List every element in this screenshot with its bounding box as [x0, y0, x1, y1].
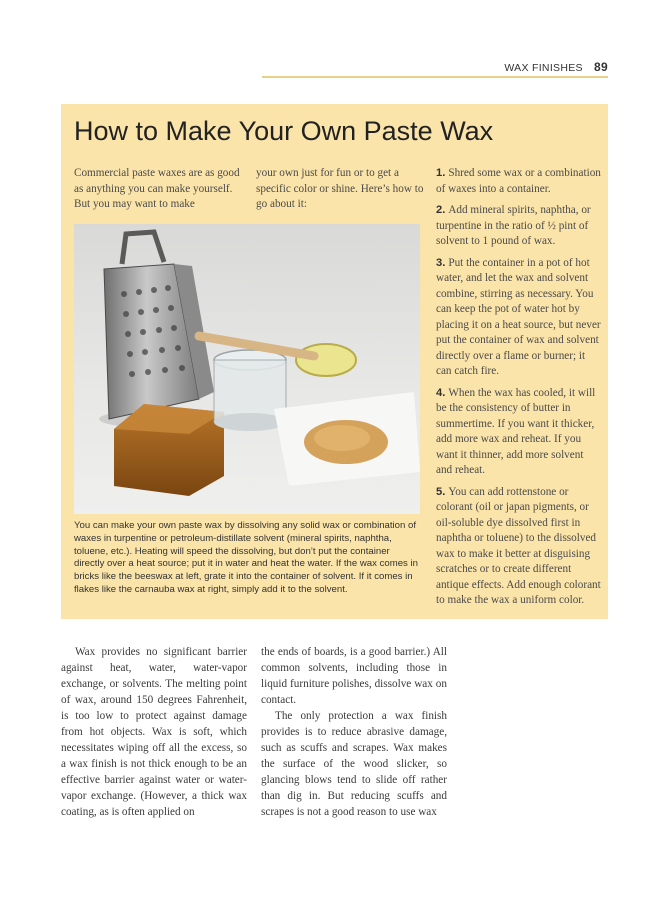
page-number: 89 — [594, 60, 608, 74]
jar-lid — [296, 344, 356, 376]
intro-column-2: your own just for fun or to get a specific color or shine. Here’s how to go about it: — [256, 167, 424, 210]
step-text: Put the container in a pot of hot water, and let the wax and solvent combine, stirring as necessary. You can keep the pot of water hot by placing it on a heat source, but never put the container of wax and solvent directly over a flame or burner; it can catch fire. — [436, 256, 601, 377]
step-1 — [436, 166, 602, 197]
body-paragraph: the ends of boards, is a good barrier.) All common solvents, including those in liquid furniture polishes, dissolve wax on contact. — [261, 646, 447, 706]
section-title: WAX FINISHES — [504, 62, 583, 74]
sidebar-title: How to Make Your Own Paste Wax — [74, 116, 494, 146]
step-2 — [436, 203, 602, 250]
intro-column-1: Commercial paste waxes are as good as anything you can make yourself. But you may want to make — [74, 167, 240, 210]
grater-handle — [122, 232, 164, 264]
step-number: 4. — [436, 386, 446, 399]
photo-caption: You can make your own paste wax by dissolving any solid wax or combination of waxes in turpentine or petroleum-distillate solvent (mineral spirits, naphtha, toluene, etc.). Heating will speed the dissolving, but don’t put the container directly over a heat source; put it in water and heat the water. If the wax comes in bricks like the beeswax at left, grate it into the container of solvent. If it comes in flakes like the carnauba wax at right, simply add it to the solvent. — [74, 520, 418, 595]
step-text: Shred some wax or a combination of waxes into a container. — [436, 167, 601, 195]
body-column-2 — [261, 644, 447, 820]
step-3 — [436, 256, 602, 380]
step-text: Add mineral spirits, naphtha, or turpentine in the ratio of ½ pint of solvent to 1 pound of wax. — [436, 204, 591, 247]
step-number: 5. — [436, 485, 446, 498]
body-paragraph: The only protection a wax finish provides is to reduce abrasive damage, such as scuffs and scrapes. Wax makes the surface of the wood slicker, so glancing blows tend to slide off rather than dig in. But reducing scuffs and scrapes is not a good reason to use wax — [261, 710, 447, 818]
photo-wax-materials — [74, 224, 420, 514]
step-text: When the wax has cooled, it will be the consistency of butter in summertime. If you want it thicker, add more wax and reheat. If you want it thinner, add more solvent and reheat. — [436, 386, 596, 476]
body-column-1: Wax provides no significant barrier against heat, water, water-vapor exchange, or solvents. The melting point of wax, around 150 degrees Fahrenheit, is too low to protect against damage from hot objects. Wax is soft, which necessitates wiping off all the excess, so a wax finish is not thick enough to be an effective barrier against water or water-vapor exchange. (However, a thick wax coating, as is often applied on — [61, 646, 247, 818]
step-number: 1. — [436, 167, 446, 179]
step-number: 2. — [436, 204, 446, 216]
sidebar-box — [61, 104, 608, 619]
step-4 — [436, 386, 602, 479]
steps-list — [436, 166, 602, 615]
step-5 — [436, 485, 602, 609]
step-text: You can add rottenstone or colorant (oil or japan pigments, or oil-soluble dye dissolved first in naphtha or toluene) to the dissolved wax to make it better at disguising scratches or to create different antique effects. Add enough colorant to make the wax a uniform color. — [436, 485, 601, 606]
photo-illustration — [74, 224, 420, 514]
header-rule — [262, 76, 608, 78]
step-number: 3. — [436, 256, 446, 269]
